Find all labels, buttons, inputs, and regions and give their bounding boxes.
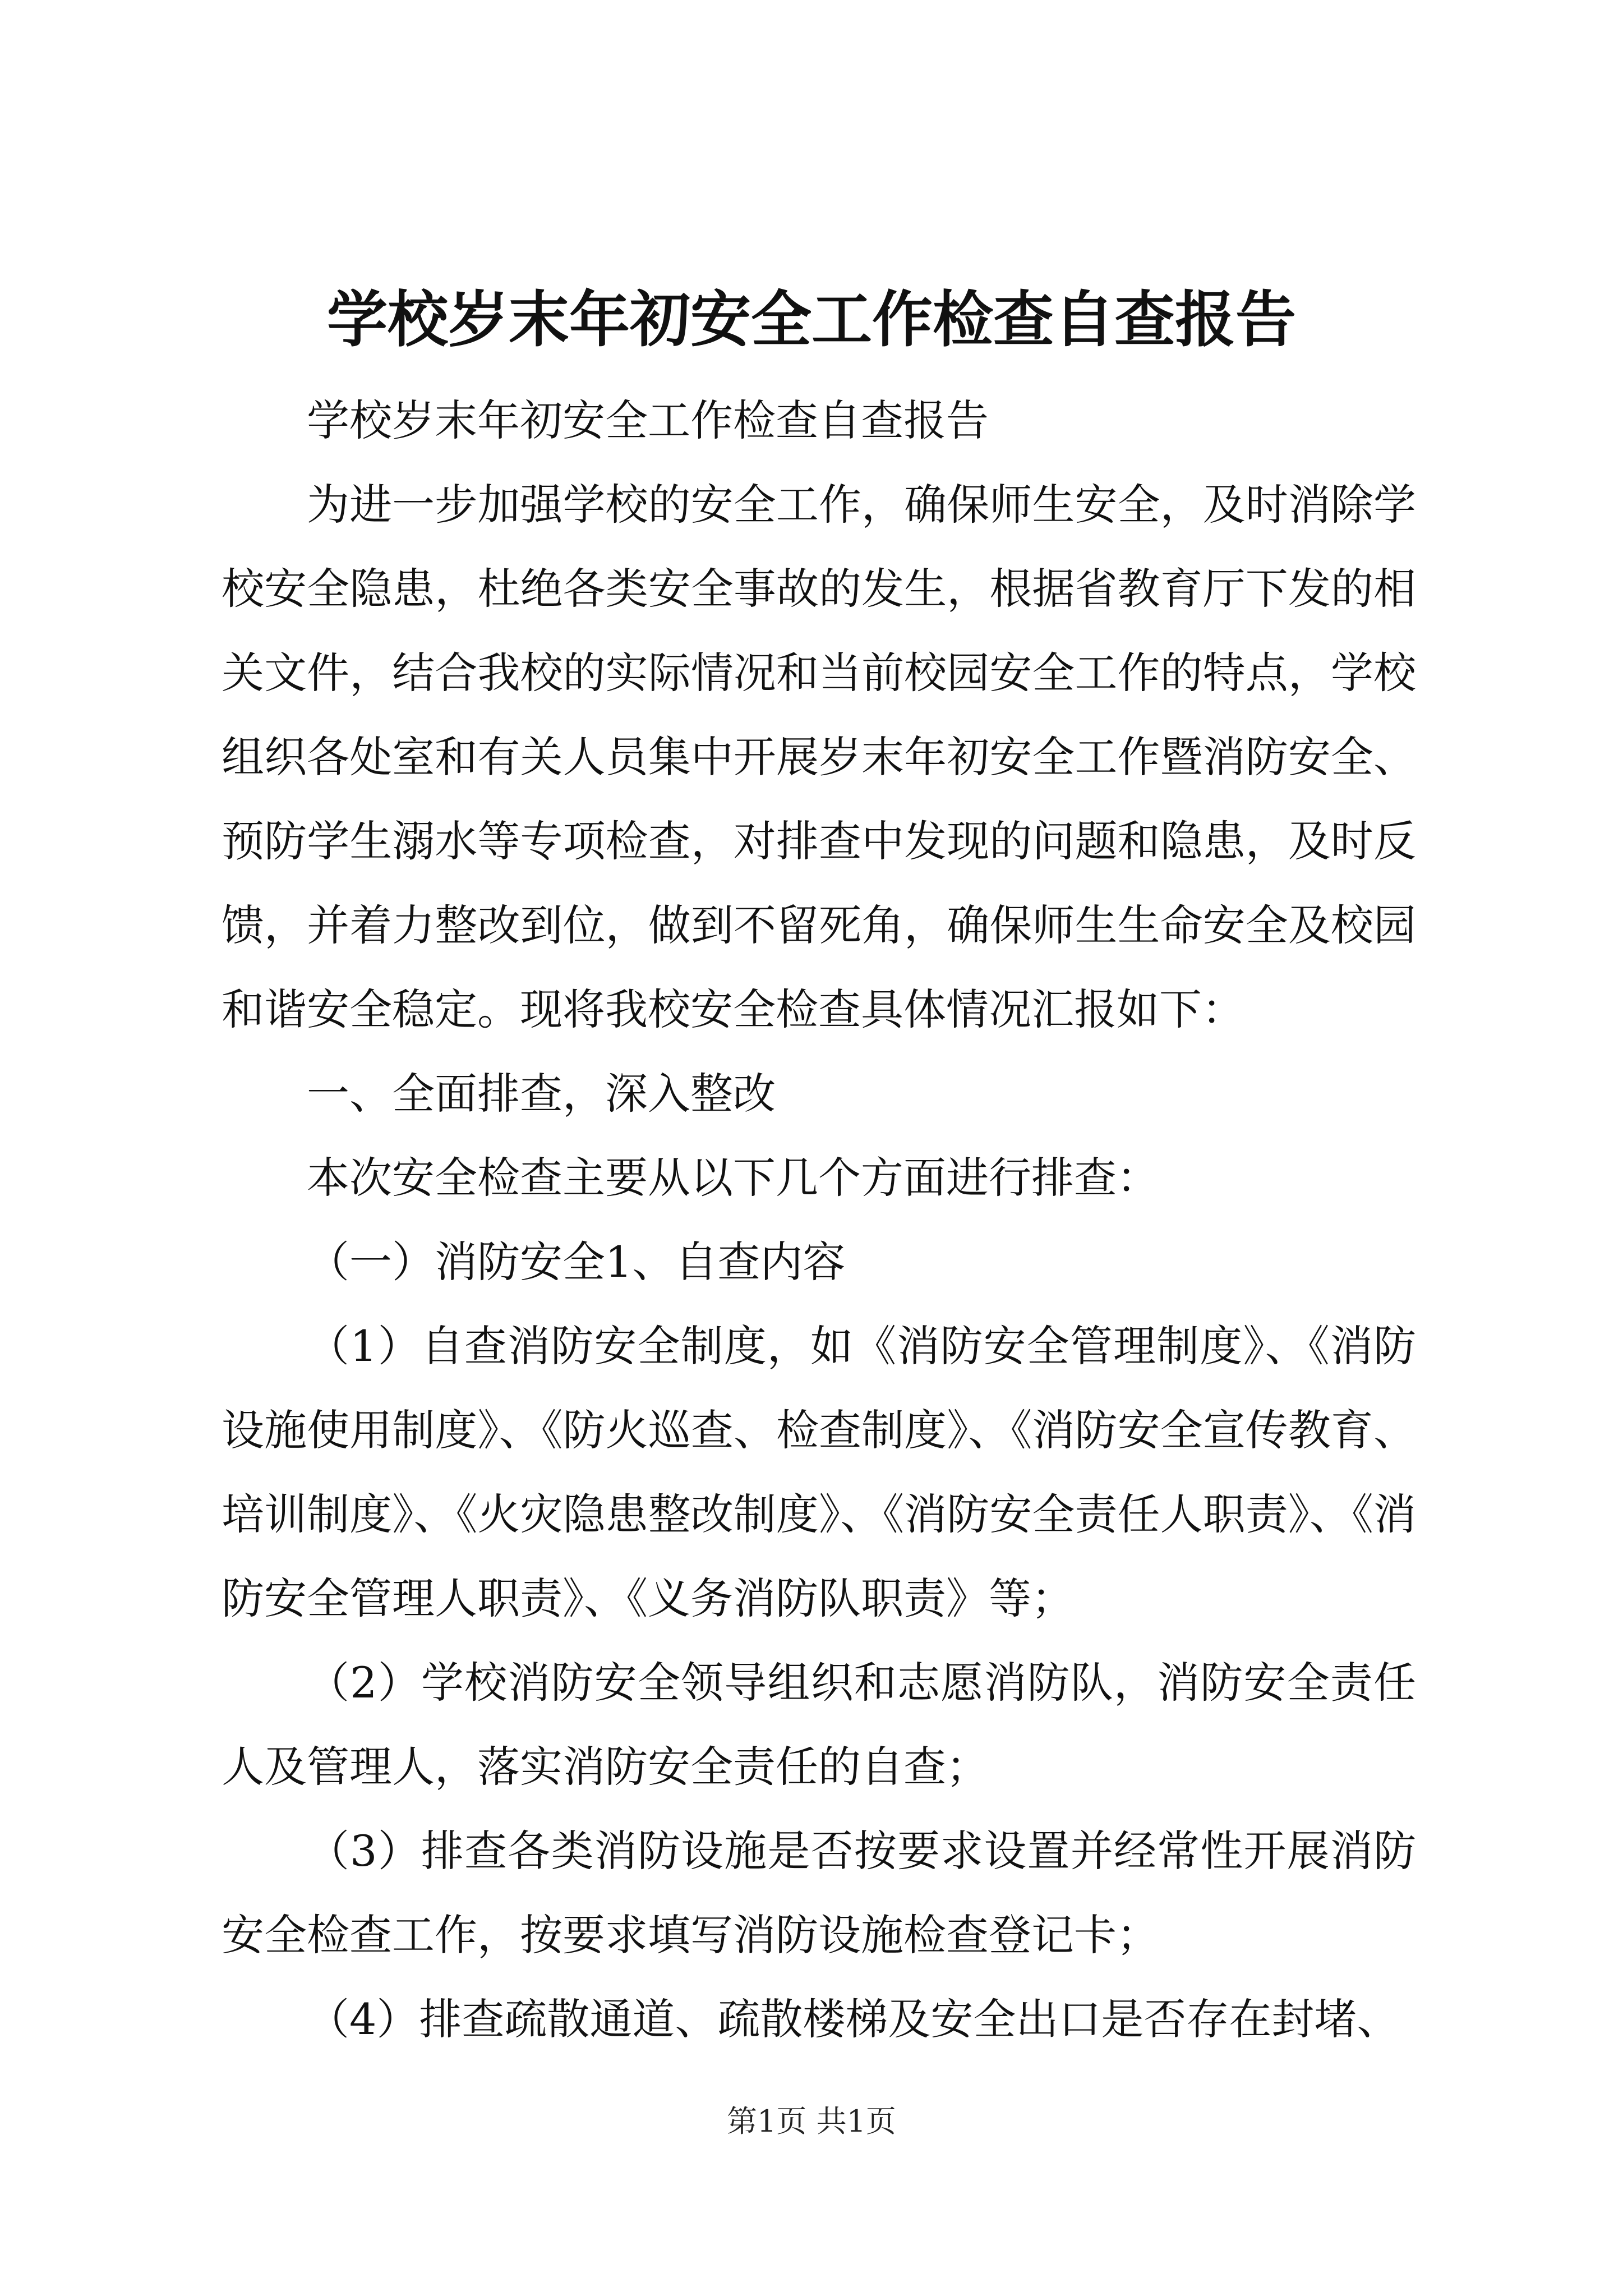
list-item-3: （3）排查各类消防设施是否按要求设置并经常性开展消防安全检查工作，按要求填写消防设施检查登记卡；	[222, 1826, 1416, 1960]
paragraph-intro: 为进一步加强学校的安全工作，确保师生安全，及时消除学校安全隐患，杜绝各类安全事故的发生，根据省教育厅下发的相关文件，结合我校的实际情况和当前校园安全工作的特点，学校组织各处室和有关人员集中开展岁末年初安全工作暨消防安全、预防学生溺水等专项检查，对排查中发现的问题和隐患，及时反馈，并着力整改到位，做到不留死角，确保师生生命安全及校园和谐安全稳定。现将我校安全检查具体情况汇报如下：	[222, 480, 1416, 1034]
page-number-footer: 第1页 共1页	[727, 2104, 896, 2139]
list-item-2: （2）学校消防安全领导组织和志愿消防队，消防安全责任人及管理人，落实消防安全责任的自查；	[222, 1658, 1416, 1792]
paragraph-subtitle: 学校岁末年初安全工作检查自查报告	[307, 395, 989, 445]
section-heading-1: 一、全面排查，深入整改	[307, 1069, 776, 1119]
list-item-4: （4）排查疏散通道、疏散楼梯及安全出口是否存在封堵、	[307, 1994, 1400, 2044]
document-title: 学校岁末年初安全工作检查自查报告	[326, 284, 1296, 355]
paragraph-scope: 本次安全检查主要从以下几个方面进行排查：	[307, 1153, 1159, 1203]
subsection-heading-fire-safety: （一）消防安全1、自查内容	[307, 1237, 846, 1287]
document-body	[222, 379, 1416, 2062]
list-item-1: （1）自查消防安全制度，如《消防安全管理制度》、《消防设施使用制度》、《防火巡查、检查制度》、《消防安全宣传教育、培训制度》、《火灾隐患整改制度》、《消防安全责任人职责》、《消防安全管理人职责》、《义务消防队职责》等；	[222, 1321, 1416, 1623]
